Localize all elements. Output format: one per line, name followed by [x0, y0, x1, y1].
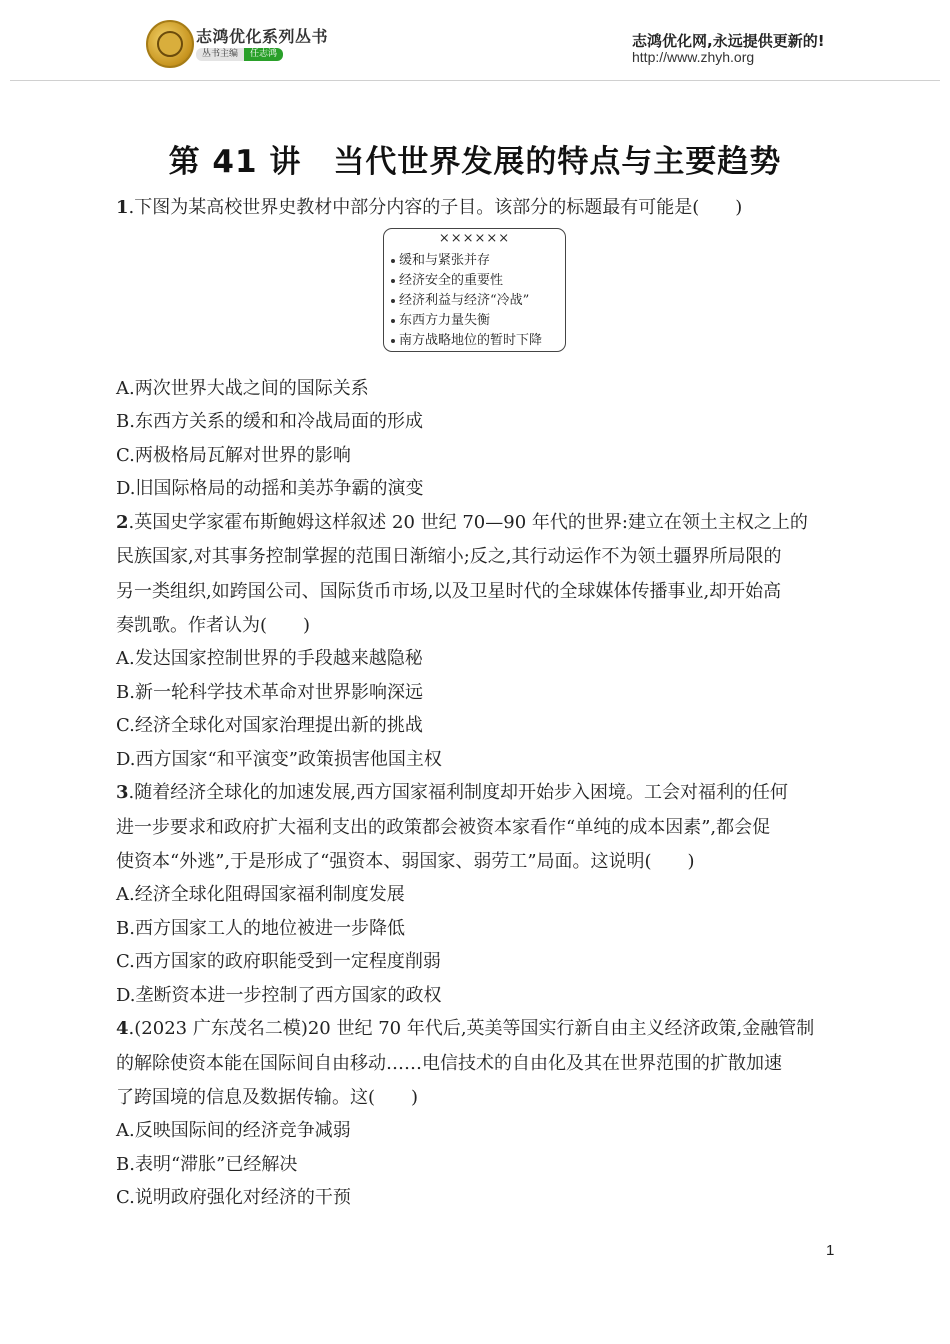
editor-tag — [196, 48, 283, 61]
question-4-stem-cont: 的解除使资本能在国际间自由移动……电信技术的自由化及其在世界范围的扩散加速 — [116, 1053, 782, 1074]
option-1a: A.两次世界大战之间的国际关系 — [116, 378, 369, 399]
option-2a: A.发达国家控制世界的手段越来越隐秘 — [116, 648, 423, 669]
question-2-stem-cont: 奏凯歌。作者认为( ) — [116, 615, 311, 636]
question-3-stem-cont: 进一步要求和政府扩大福利支出的政策都会被资本家看作“单纯的成本因素”,都会促 — [116, 817, 771, 838]
question-4-stem: 4.(2023 广东茂名二模)20 世纪 70 年代后,英美等国实行新自由主义经济政策,金融管制 — [116, 1018, 815, 1039]
question-1-stem: 1.下图为某高校世界史教材中部分内容的子目。该部分的标题最有可能是( ) — [116, 197, 743, 218]
editor-label: 丛书主编 — [196, 48, 244, 61]
series-logo-icon — [146, 20, 194, 68]
option-4c: C.说明政府强化对经济的干预 — [116, 1187, 351, 1208]
option-2b: B.新一轮科学技术革命对世界影响深远 — [116, 682, 423, 703]
question-number: 2 — [116, 512, 129, 533]
page-header — [0, 0, 950, 82]
question-2-stem-cont: 民族国家,对其事务控制掌握的范围日渐缩小;反之,其行动运作不为领土疆界所局限的 — [116, 546, 782, 567]
editor-name: 任志鸿 — [244, 48, 283, 61]
option-1b: B.东西方关系的缓和和冷战局面的形成 — [116, 411, 423, 432]
page-title: 第 41 讲 当代世界发展的特点与主要趋势 — [168, 144, 782, 180]
question-3-stem: 3.随着经济全球化的加速发展,西方国家福利制度却开始步入困境。工会对福利的任何 — [116, 782, 788, 803]
question-2-stem-cont: 另一类组织,如跨国公司、国际货币市场,以及卫星时代的全球媒体传播事业,却开始高 — [116, 581, 782, 602]
outline-item: 经济安全的重要性 — [391, 269, 503, 288]
question-2-stem: 2.英国史学家霍布斯鲍姆这样叙述 20 世纪 70—90 年代的世界:建立在领土主权之上的 — [116, 512, 808, 533]
question-number: 4 — [116, 1018, 129, 1039]
question-number: 1 — [116, 197, 129, 218]
question-3-stem-cont: 使资本“外逃”,于是形成了“强资本、弱国家、弱劳工”局面。这说明( ) — [116, 851, 695, 872]
option-4b: B.表明“滞胀”已经解决 — [116, 1154, 298, 1175]
outline-item: 缓和与紧张并存 — [391, 249, 490, 268]
option-2c: C.经济全球化对国家治理提出新的挑战 — [116, 715, 423, 736]
question-4-stem-cont: 了跨国境的信息及数据传输。这( ) — [116, 1087, 419, 1108]
option-3c: C.西方国家的政府职能受到一定程度削弱 — [116, 951, 441, 972]
option-1d: D.旧国际格局的动摇和美苏争霸的演变 — [116, 478, 424, 499]
series-title: 志鸿优化系列丛书 — [196, 27, 329, 46]
outline-item: 南方战略地位的暂时下降 — [391, 329, 542, 348]
option-3a: A.经济全球化阻碍国家福利制度发展 — [116, 884, 405, 905]
header-slogan: 志鸿优化网,永远提供更新的! — [632, 32, 825, 50]
bullet-icon — [391, 259, 395, 263]
option-3d: D.垄断资本进一步控制了西方国家的政权 — [116, 985, 442, 1006]
option-2d: D.西方国家“和平演变”政策损害他国主权 — [116, 749, 442, 770]
question-number: 3 — [116, 782, 129, 803]
header-divider — [10, 80, 940, 81]
option-3b: B.西方国家工人的地位被进一步降低 — [116, 918, 405, 939]
header-url[interactable]: http://www.zhyh.org — [632, 49, 755, 65]
syllabus-outline-figure — [383, 228, 566, 352]
page-number: 1 — [826, 1242, 835, 1259]
bullet-icon — [391, 279, 395, 283]
bullet-icon — [391, 319, 395, 323]
outline-title: ×××××× — [438, 231, 511, 246]
outline-item: 东西方力量失衡 — [391, 309, 490, 328]
bullet-icon — [391, 299, 395, 303]
bullet-icon — [391, 339, 395, 343]
option-1c: C.两极格局瓦解对世界的影响 — [116, 445, 351, 466]
option-4a: A.反映国际间的经济竞争减弱 — [116, 1120, 351, 1141]
outline-item: 经济利益与经济“冷战” — [391, 289, 529, 308]
